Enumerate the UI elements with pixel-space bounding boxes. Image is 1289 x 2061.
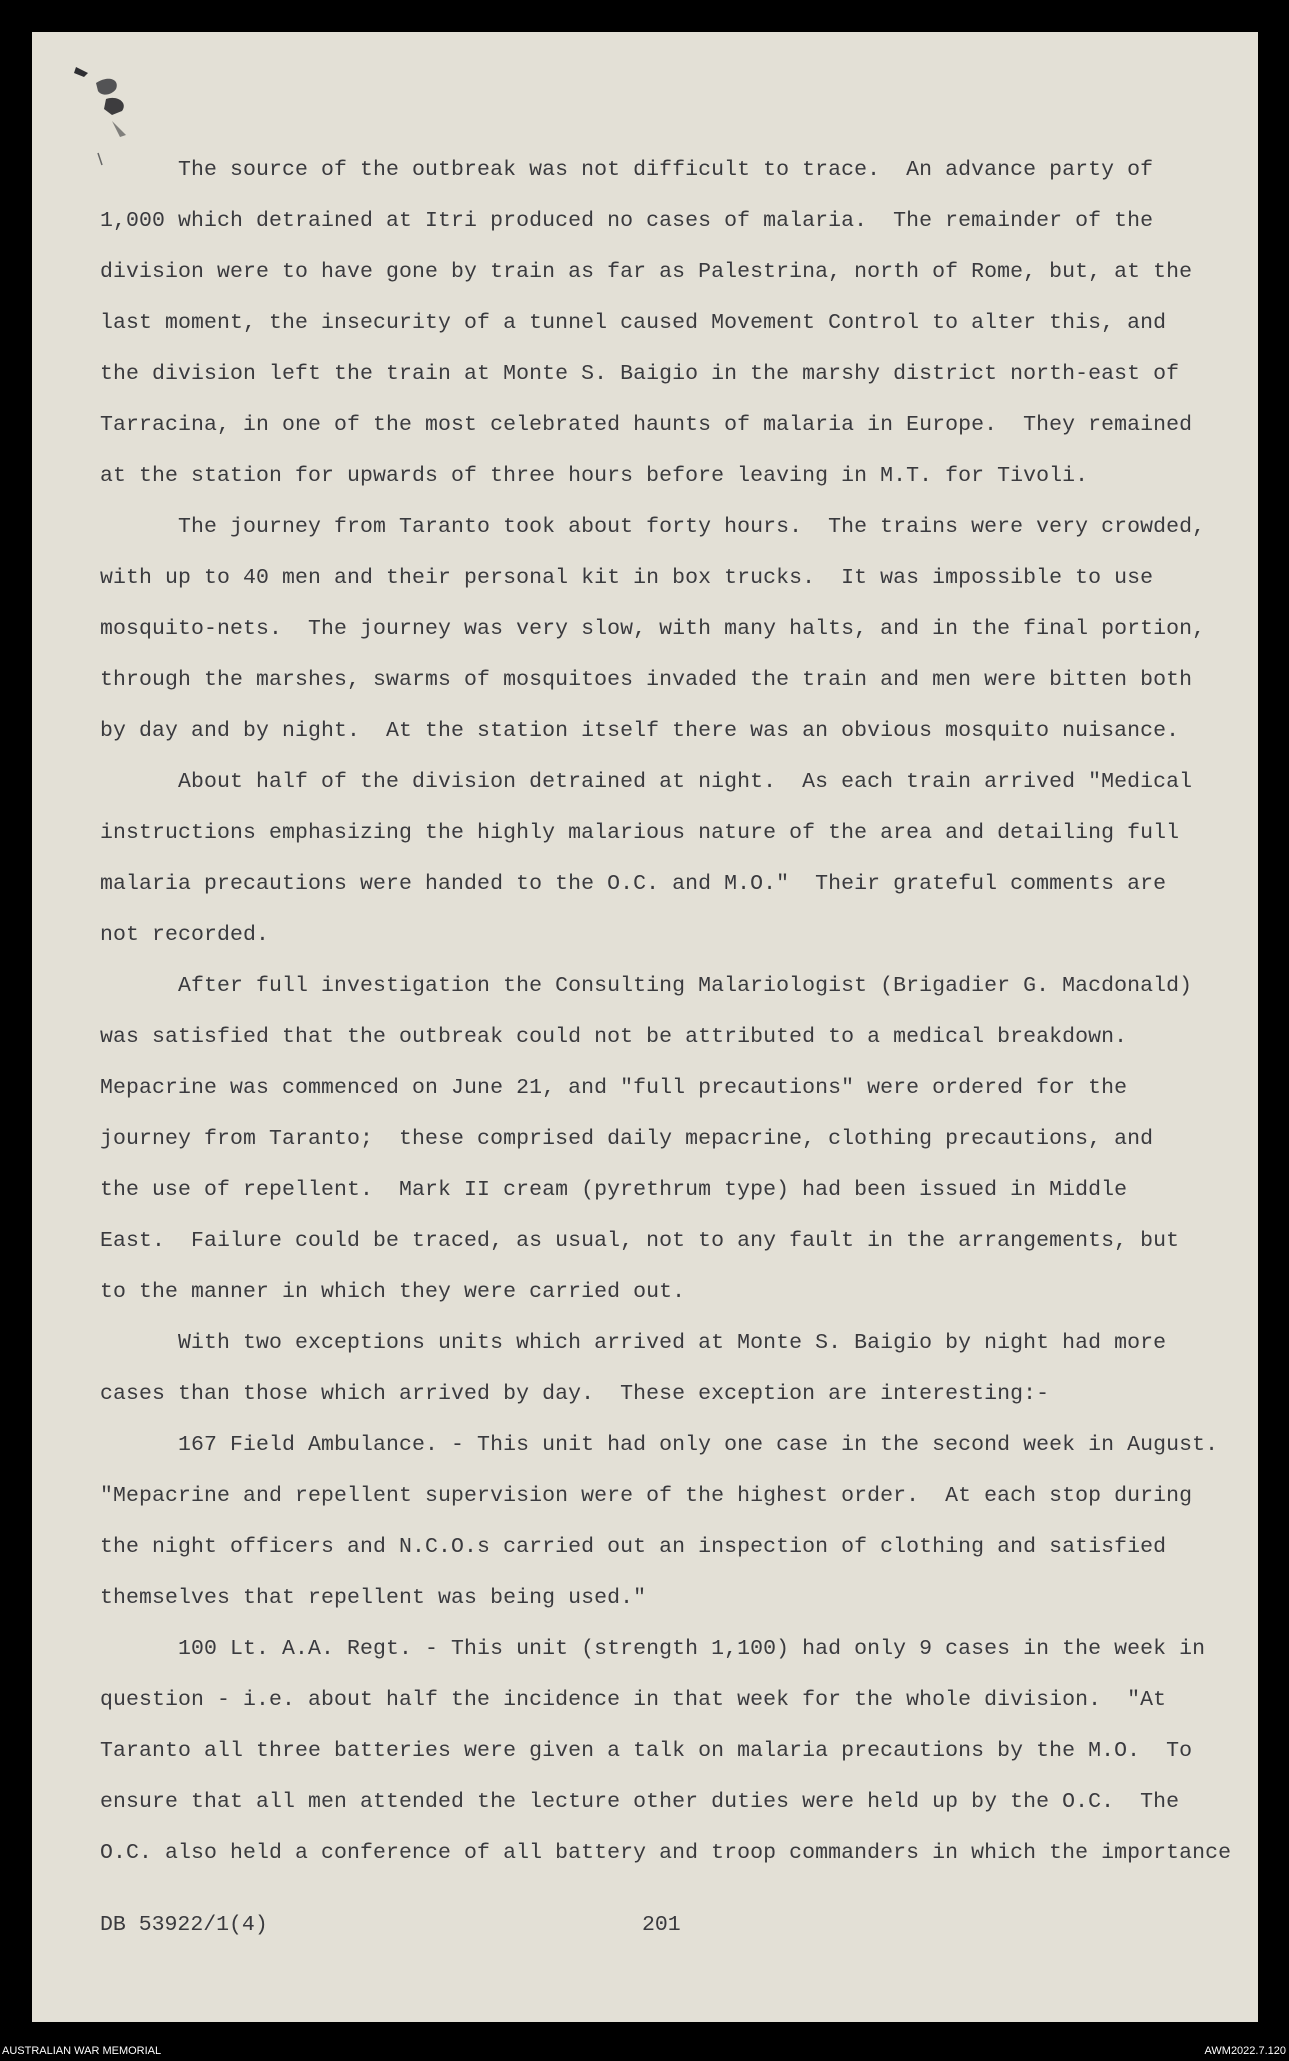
- text-line: not recorded.: [100, 923, 270, 947]
- text-line: to the manner in which they were carried out.: [100, 1280, 686, 1304]
- document-reference: DB 53922/1(4): [100, 1913, 268, 1937]
- text-line: the division left the train at Monte S. Baigio in the marshy district north-east of: [100, 362, 1180, 386]
- text-line: mosquito-nets. The journey was very slow, with many halts, and in the final portion,: [100, 617, 1206, 641]
- text-line: journey from Taranto; these comprised daily mepacrine, clothing precautions, and: [100, 1127, 1154, 1151]
- archive-footer-band: [0, 2044, 1289, 2061]
- text-line: was satisfied that the outbreak could not be attributed to a medical breakdown.: [100, 1025, 1128, 1049]
- text-line: Mepacrine was commenced on June 21, and "full precautions" were ordered for the: [100, 1076, 1128, 1100]
- text-line: at the station for upwards of three hours before leaving in M.T. for Tivoli.: [100, 464, 1089, 488]
- text-line: the use of repellent. Mark II cream (pyrethrum type) had been issued in Middle: [100, 1178, 1128, 1202]
- text-line: the night officers and N.C.O.s carried out an inspection of clothing and satisfied: [100, 1535, 1167, 1559]
- text-line: 100 Lt. A.A. Regt. - This unit (strength 1,100) had only 9 cases in the week in: [100, 1637, 1206, 1661]
- text-line: Tarracina, in one of the most celebrated haunts of malaria in Europe. They remained: [100, 413, 1193, 437]
- text-line: East. Failure could be traced, as usual, not to any fault in the arrangements, but: [100, 1229, 1180, 1253]
- text-line: by day and by night. At the station itself there was an obvious mosquito nuisance.: [100, 719, 1180, 743]
- text-line: malaria precautions were handed to the O.C. and M.O." Their grateful comments are: [100, 872, 1167, 896]
- text-line: last moment, the insecurity of a tunnel caused Movement Control to alter this, and: [100, 311, 1167, 335]
- text-line: The journey from Taranto took about forty hours. The trains were very crowded,: [100, 515, 1206, 539]
- text-line: through the marshes, swarms of mosquitoes invaded the train and men were bitten both: [100, 668, 1193, 692]
- text-line: question - i.e. about half the incidence in that week for the whole division. "At: [100, 1688, 1167, 1712]
- text-line: instructions emphasizing the highly malarious nature of the area and detailing full: [100, 821, 1180, 845]
- archive-item-id: AWM2022.7.120: [1204, 2045, 1286, 2057]
- text-line: themselves that repellent was being used.": [100, 1586, 647, 1610]
- text-line: O.C. also held a conference of all battery and troop commanders in which the importance: [100, 1841, 1232, 1865]
- text-line: 1,000 which detrained at Itri produced no cases of malaria. The remainder of the: [100, 209, 1154, 233]
- text-line: The source of the outbreak was not difficult to trace. An advance party of: [100, 158, 1154, 182]
- text-line: About half of the division detrained at night. As each train arrived "Medical: [100, 770, 1193, 794]
- text-line: With two exceptions units which arrived at Monte S. Baigio by night had more: [100, 1331, 1167, 1355]
- text-line: 167 Field Ambulance. - This unit had only one case in the second week in August.: [100, 1433, 1219, 1457]
- text-line: "Mepacrine and repellent supervision were of the highest order. At each stop during: [100, 1484, 1193, 1508]
- text-line: division were to have gone by train as far as Palestrina, north of Rome, but, at the: [100, 260, 1193, 284]
- text-line: ensure that all men attended the lecture other duties were held up by the O.C. The: [100, 1790, 1180, 1814]
- page-number: 201: [642, 1913, 681, 1937]
- text-line: cases than those which arrived by day. These exception are interesting:-: [100, 1382, 1050, 1406]
- archive-institution: AUSTRALIAN WAR MEMORIAL: [2, 2045, 162, 2057]
- text-line: Taranto all three batteries were given a talk on malaria precautions by the M.O. To: [100, 1739, 1193, 1763]
- text-line: with up to 40 men and their personal kit in box trucks. It was impossible to use: [100, 566, 1154, 590]
- text-line: After full investigation the Consulting Malariologist (Brigadier G. Macdonald): [100, 974, 1193, 998]
